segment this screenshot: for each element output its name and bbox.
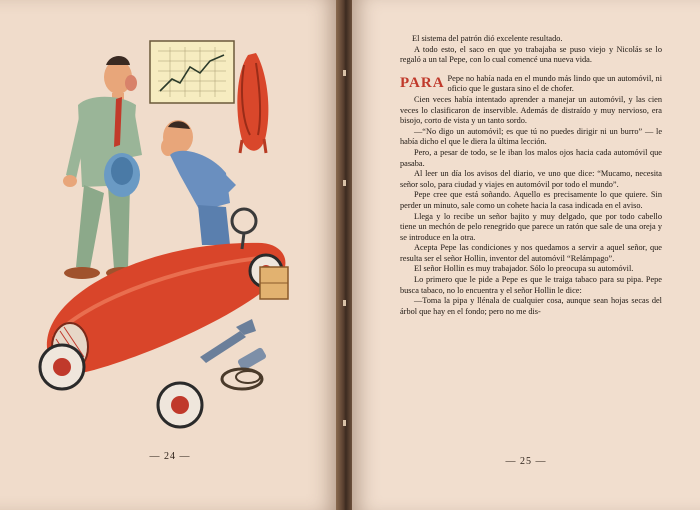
paragraph: —Toma la pipa y llénala de cualquier cosa, aunque sean hojas secas del árbol que hay en el fondo; pero no me dis- xyxy=(400,296,662,316)
page-number-left: — 24 — xyxy=(149,451,191,462)
paragraph: Pepe cree que está soñando. Aquello es precisamente lo que quiere. Sin perder un minuto, sale como un cohete hacia la casa indicada en el aviso. xyxy=(400,190,662,210)
paragraph: El sistema del patrón dió excelente resultado. xyxy=(412,34,563,43)
binding-stitch xyxy=(343,70,346,76)
paragraph: Cien veces había intentado aprender a manejar un automóvil, y las cien veces lo clasificaron de inservible. Además de distraído y muy nervioso, era bisojo, corto de vista y un tanto sordo. xyxy=(400,94,662,126)
paragraph: Al leer un día los avisos del diario, ve uno que dice: “Mucamo, necesita señor solo, para ciudad y viajes en automóvil por todo el mundo”. xyxy=(400,169,662,189)
body-text xyxy=(400,34,662,317)
left-page xyxy=(0,0,340,510)
paragraph: —“No digo un automóvil; es que tú no puedes dirigir ni un burro” — le había dicho el que le diera la última lección. xyxy=(400,126,662,147)
dropcap-text: Pepe no había nada en el mundo más lindo que un automóvil, ni oficio que le gustara sino el de chofer. xyxy=(447,73,662,94)
paragraph: A todo esto, el saco en que yo trabajaba se puso viejo y Nicolás se lo regaló a un tal Pepe, con lo cual comencé una nueva vida. xyxy=(400,44,662,65)
pump xyxy=(222,347,267,389)
illustration xyxy=(30,35,320,455)
dropcap: PARA xyxy=(400,74,445,91)
paragraph: Acepta Pepe las condiciones y nos quedamos a servir a aquel señor, que resulta ser el señor Hollin, inventor del automóvil “Relámpago”. xyxy=(400,243,662,263)
dropcap-paragraph xyxy=(400,74,662,95)
binding-stitch xyxy=(343,300,346,306)
paragraph: Lo primero que le pide a Pepe es que le traiga tabaco para su pipa. Pepe busca tabaco, no lo encuentra y el señor Hollin le dice: xyxy=(400,275,662,295)
binding-stitch xyxy=(343,180,346,186)
binding-stitch xyxy=(343,420,346,426)
wall-chart xyxy=(150,41,234,103)
right-page xyxy=(352,0,700,510)
paragraph: Pero, a pesar de todo, se le iban los malos ojos hacia cada automóvil que pasaba. xyxy=(400,147,662,168)
hanging-tubes xyxy=(237,53,268,153)
race-car xyxy=(40,209,285,427)
hat xyxy=(104,153,140,197)
paragraph: El señor Hollin es muy trabajador. Sólo lo preocupa su automóvil. xyxy=(414,264,634,274)
crate xyxy=(260,267,288,299)
mechanic xyxy=(161,120,236,245)
page-number-right: — 25 — xyxy=(505,456,547,467)
paragraph: Llega y lo recibe un señor bajito y muy delgado, que por todo cabello tiene un mechón de pelo renegrido que parece un ratón que sale de una oreja y se introduce en la otra. xyxy=(400,211,662,242)
